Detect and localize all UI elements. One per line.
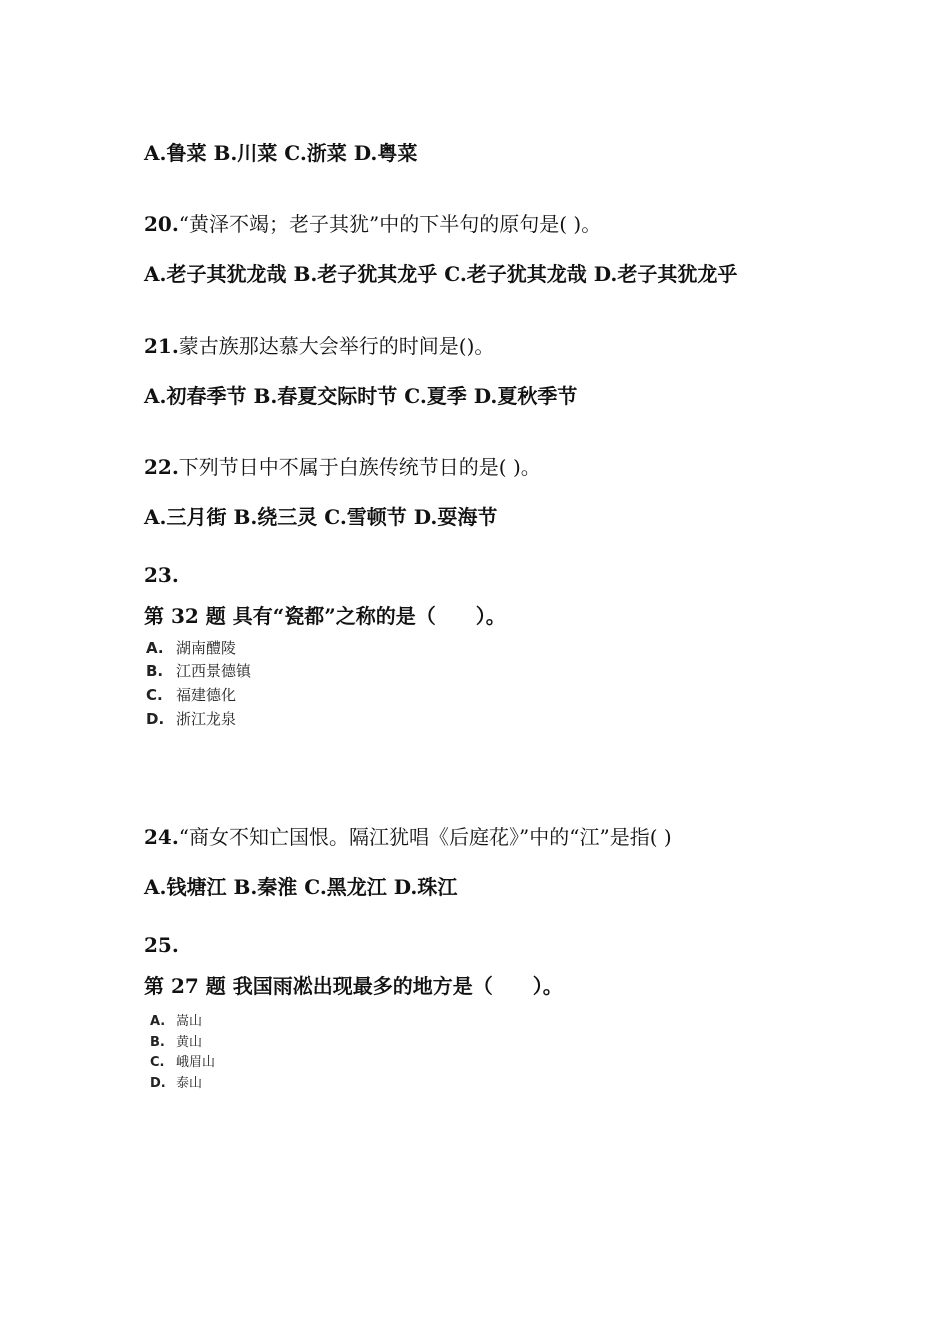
- choice-text: 峨眉山: [176, 1055, 216, 1070]
- q23-choice-c: [146, 684, 236, 705]
- q22-options: A.三月街 B.绕三灵 C.雪顿节 D.耍海节: [144, 505, 498, 529]
- choice-label: C.: [146, 686, 163, 704]
- choice-label: A.: [150, 1014, 166, 1029]
- q21-stem: [144, 330, 494, 359]
- q25-choice-a: [150, 1010, 202, 1029]
- q21-options: A.初春季节 B.春夏交际时节 C.夏季 D.夏秋季节: [144, 384, 578, 408]
- q20-options: A.老子其犹龙哉 B.老子犹其龙乎 C.老子犹其龙哉 D.老子其犹龙乎: [144, 262, 738, 286]
- choice-label: B.: [150, 1035, 165, 1050]
- q24-options: A.钱塘江 B.秦淮 C.黑龙江 D.珠江: [144, 875, 458, 899]
- q22-text: 下列节日中不属于白族传统节日的是( )。: [178, 455, 541, 479]
- choice-label: D.: [146, 710, 165, 728]
- q21-number: 21.: [144, 334, 179, 358]
- choice-text: 嵩山: [176, 1014, 203, 1029]
- q23-choice-d: [146, 708, 236, 729]
- choice-label: A.: [146, 639, 164, 657]
- q23-choice-a: [146, 637, 236, 658]
- q20-number: 20.: [144, 212, 179, 236]
- choice-text: 浙江龙泉: [176, 710, 237, 728]
- q25-choice-c: [150, 1051, 215, 1070]
- choice-label: C.: [150, 1055, 165, 1070]
- q24-text: “商女不知亡国恨。隔江犹唱《后庭花》”中的“江”是指( ): [178, 825, 672, 849]
- q23-heading: 第 32 题 具有“瓷都”之称的是（ ）。: [144, 604, 506, 628]
- q25-choice-d: [150, 1072, 202, 1091]
- choice-text: 湖南醴陵: [176, 639, 237, 657]
- choice-label: D.: [150, 1076, 166, 1091]
- q23-number: 23.: [144, 563, 179, 587]
- choice-text: 黄山: [176, 1035, 203, 1050]
- q19-options: A.鲁菜 B.川菜 C.浙菜 D.粤菜: [144, 141, 418, 165]
- q25-number: 25.: [144, 933, 179, 957]
- q22-stem: [144, 451, 541, 480]
- q25-heading: 第 27 题 我国雨凇出现最多的地方是（ ）。: [144, 974, 563, 998]
- choice-text: 福建德化: [176, 686, 237, 704]
- q20-text: “黄泽不竭；老子其犹”中的下半句的原句是( )。: [178, 212, 602, 236]
- q20-stem: [144, 208, 601, 237]
- choice-text: 江西景德镇: [176, 662, 252, 680]
- q22-number: 22.: [144, 455, 179, 479]
- q25-choice-b: [150, 1031, 202, 1050]
- choice-text: 泰山: [176, 1076, 203, 1091]
- q23-choice-b: [146, 660, 251, 681]
- q24-number: 24.: [144, 825, 179, 849]
- choice-label: B.: [146, 662, 164, 680]
- q21-text: 蒙古族那达慕大会举行的时间是()。: [178, 334, 495, 358]
- q24-stem: [144, 821, 672, 850]
